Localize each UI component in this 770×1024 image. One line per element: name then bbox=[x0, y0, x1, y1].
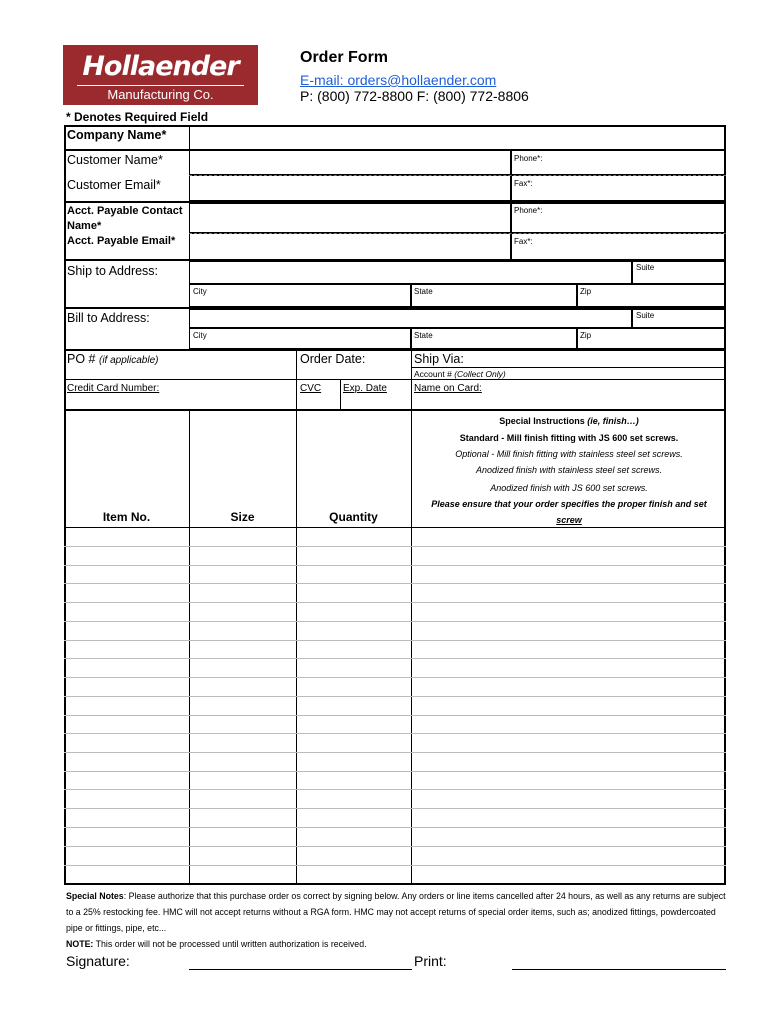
ship-zip-label: Zip bbox=[580, 287, 592, 296]
signature-line[interactable] bbox=[189, 969, 412, 970]
item-row[interactable] bbox=[64, 640, 726, 641]
account-label-text: Account # bbox=[414, 369, 452, 379]
finish-warning: Please ensure that your order specifies the proper finish and set bbox=[431, 499, 707, 509]
item-row[interactable] bbox=[64, 696, 726, 697]
optional-finish-2: Anodized finish with stainless steel set screws. bbox=[475, 465, 663, 475]
ship-state-label: State bbox=[414, 287, 433, 296]
ship-state-field[interactable] bbox=[411, 284, 577, 307]
item-row[interactable] bbox=[64, 715, 726, 716]
logo-subtitle: Manufacturing Co. bbox=[107, 87, 214, 102]
po-label-text: PO # bbox=[67, 352, 96, 366]
company-logo bbox=[63, 45, 258, 105]
ship-city-label: City bbox=[193, 287, 207, 296]
optional-finish-1: Optional - Mill finish fitting with stainless steel set screws. bbox=[455, 449, 683, 459]
ship-city-field[interactable] bbox=[189, 284, 411, 307]
ap-email-label: Acct. Payable Email* bbox=[67, 235, 176, 247]
credit-card-label: Credit Card Number: bbox=[67, 383, 160, 394]
email-link[interactable]: E-mail: orders@hollaender.com bbox=[300, 72, 497, 88]
ship-to-label: Ship to Address: bbox=[67, 264, 159, 278]
po-label bbox=[67, 352, 158, 366]
phone-fax-info: P: (800) 772-8800 F: (800) 772-8806 bbox=[300, 88, 529, 104]
item-row[interactable] bbox=[64, 733, 726, 734]
item-row[interactable] bbox=[64, 771, 726, 772]
ap-contact-field[interactable] bbox=[189, 203, 511, 233]
exp-date-label: Exp. Date bbox=[343, 383, 387, 394]
ap-phone-field[interactable] bbox=[511, 203, 726, 233]
customer-name-field[interactable] bbox=[189, 150, 511, 175]
customer-name-label: Customer Name* bbox=[67, 153, 163, 167]
name-on-card-label: Name on Card: bbox=[414, 383, 482, 394]
bill-city-field[interactable] bbox=[189, 328, 411, 349]
logo-wordmark: Hollaender bbox=[82, 51, 239, 82]
ap-fax-label: Fax*: bbox=[514, 237, 533, 246]
bill-suite-label: Suite bbox=[636, 311, 655, 320]
special-instructions-title bbox=[412, 413, 726, 430]
company-name-field[interactable] bbox=[189, 126, 726, 150]
item-row[interactable] bbox=[64, 602, 726, 603]
print-line[interactable] bbox=[512, 969, 726, 970]
account-label bbox=[414, 369, 506, 379]
ship-zip-field[interactable] bbox=[577, 284, 726, 307]
item-row[interactable] bbox=[64, 752, 726, 753]
bill-city-label: City bbox=[193, 331, 207, 340]
customer-email-field[interactable] bbox=[189, 175, 511, 201]
print-label: Print: bbox=[414, 953, 447, 969]
special-instructions-text: Special Instructions bbox=[499, 416, 585, 426]
note-text: This order will not be processed until written authorization is received. bbox=[93, 939, 367, 949]
ap-phone-label: Phone*: bbox=[514, 206, 543, 215]
customer-phone-label: Phone*: bbox=[514, 154, 543, 163]
item-row[interactable] bbox=[64, 583, 726, 584]
ship-via-label: Ship Via: bbox=[414, 352, 464, 366]
customer-fax-field[interactable] bbox=[511, 175, 726, 201]
bill-street-field[interactable] bbox=[189, 309, 632, 328]
note-label: NOTE: bbox=[66, 939, 94, 949]
bill-state-field[interactable] bbox=[411, 328, 577, 349]
item-row[interactable] bbox=[64, 677, 726, 678]
standard-finish: Standard - Mill finish fitting with JS 600 set screws. bbox=[459, 433, 679, 443]
bill-to-label: Bill to Address: bbox=[67, 311, 150, 325]
bill-state-label: State bbox=[414, 331, 433, 340]
company-name-label: Company Name* bbox=[67, 128, 167, 142]
item-row[interactable] bbox=[64, 546, 726, 547]
account-note: (Collect Only) bbox=[454, 369, 506, 379]
ap-contact-label-2: Name* bbox=[67, 220, 102, 232]
special-notes bbox=[66, 888, 726, 952]
cvc-label: CVC bbox=[300, 383, 322, 394]
item-row[interactable] bbox=[64, 808, 726, 809]
ap-fax-field[interactable] bbox=[511, 233, 726, 260]
bill-zip-field[interactable] bbox=[577, 328, 726, 349]
item-row[interactable] bbox=[64, 789, 726, 790]
form-title: Order Form bbox=[300, 49, 389, 66]
special-instructions-note: (ie, finish…) bbox=[587, 416, 639, 426]
item-row[interactable] bbox=[64, 621, 726, 622]
ap-email-field[interactable] bbox=[189, 233, 511, 260]
col-item-no: Item No. bbox=[102, 510, 151, 524]
item-row[interactable] bbox=[64, 865, 726, 866]
bill-zip-label: Zip bbox=[580, 331, 592, 340]
po-note: (if applicable) bbox=[98, 355, 159, 366]
item-row[interactable] bbox=[64, 846, 726, 847]
finish-warning-2: screw bbox=[556, 515, 582, 525]
order-date-label: Order Date: bbox=[300, 352, 366, 366]
required-note: * Denotes Required Field bbox=[66, 110, 209, 124]
customer-fax-label: Fax*: bbox=[514, 179, 533, 188]
item-row[interactable] bbox=[64, 658, 726, 659]
col-size: Size bbox=[230, 510, 255, 524]
customer-phone-field[interactable] bbox=[511, 150, 726, 175]
customer-email-label: Customer Email* bbox=[67, 178, 161, 192]
col-quantity: Quantity bbox=[329, 510, 378, 524]
optional-finish-3: Anodized finish with JS 600 set screws. bbox=[490, 483, 648, 493]
special-notes-label: Special Notes bbox=[66, 891, 124, 901]
ap-contact-label: Acct. Payable Contact bbox=[67, 205, 183, 217]
ship-suite-label: Suite bbox=[636, 263, 655, 272]
logo-rule bbox=[77, 85, 244, 86]
item-row[interactable] bbox=[64, 827, 726, 828]
special-notes-text: : Please authorize that this purchase order os correct by signing below. Any orders or line items cancelled after 24 hours, as well as any returns are subject to a 25% restocking fee. HMC will not accept returns without a RGA form. HMC may not accept returns of special order items, such as; anodized fittings, powdercoated pipe or fittings, pipe, etc... bbox=[66, 891, 726, 933]
item-row[interactable] bbox=[64, 565, 726, 566]
signature-label: Signature: bbox=[66, 953, 130, 969]
ship-street-field[interactable] bbox=[189, 261, 632, 284]
